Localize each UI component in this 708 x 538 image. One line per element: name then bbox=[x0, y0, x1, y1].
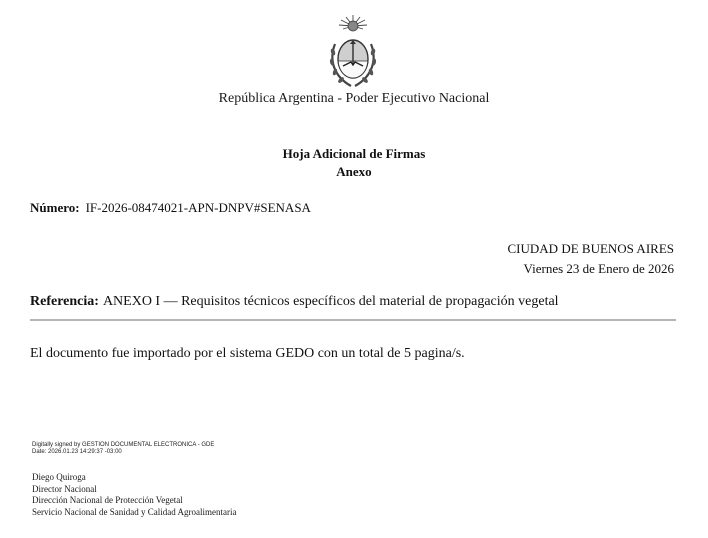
coat-of-arms-icon bbox=[327, 14, 379, 90]
city: CIUDAD DE BUENOS AIRES bbox=[507, 241, 674, 256]
signer-block bbox=[32, 472, 236, 518]
place-date-block bbox=[508, 239, 674, 279]
document-number-label: Número: bbox=[30, 200, 80, 215]
document-title: Hoja Adicional de Firmas bbox=[282, 146, 426, 161]
signer-office: Dirección Nacional de Protección Vegetal bbox=[32, 495, 183, 505]
digital-signature-line: Digitally signed by GESTION DOCUMENTAL ELECTRONICA - GDE bbox=[32, 442, 215, 448]
signer-name: Diego Quiroga bbox=[32, 472, 86, 482]
reference bbox=[30, 294, 559, 310]
divider bbox=[30, 319, 676, 321]
document-title-block bbox=[0, 145, 708, 181]
document-number bbox=[30, 200, 311, 216]
signer-position: Director Nacional bbox=[32, 483, 97, 494]
document-body: El documento fue importado por el sistema GEDO con un total de 5 pagina/s. bbox=[30, 346, 465, 361]
institution-header: República Argentina - Poder Ejecutivo Nacional bbox=[218, 91, 490, 106]
signer-agency: Servicio Nacional de Sanidad y Calidad Agroalimentaria bbox=[32, 506, 237, 517]
date: Viernes 23 de Enero de 2026 bbox=[523, 261, 674, 276]
document-subtitle: Anexo bbox=[336, 164, 372, 179]
document-number-value: IF-2026-08474021-APN-DNPV#SENASA bbox=[85, 200, 311, 215]
reference-value: ANEXO I — Requisitos técnicos específicos del material de propagación vegetal bbox=[102, 294, 559, 309]
digital-signature-stamp bbox=[32, 442, 214, 456]
digital-signature-date: Date: 2026.01.23 14:29:37 -03:00 bbox=[32, 449, 122, 455]
reference-label: Referencia: bbox=[30, 294, 99, 309]
